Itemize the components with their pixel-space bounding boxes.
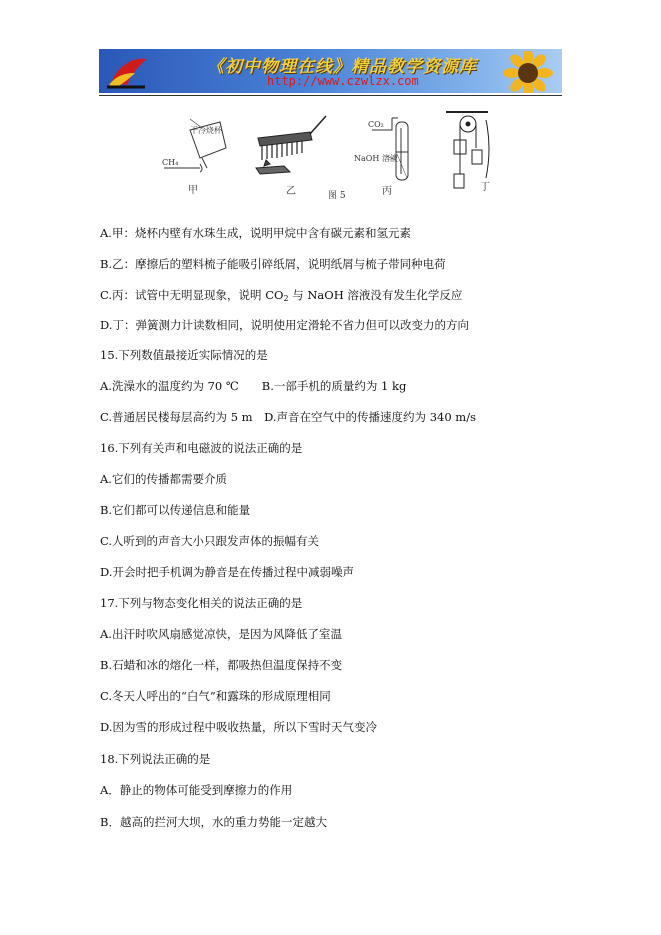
question-18-option-a: A．静止的物体可能受到摩擦力的作用: [100, 783, 293, 797]
figure-caption: 图 5: [328, 191, 346, 201]
question-18: 18.下列说法正确的是: [100, 752, 211, 766]
figure-label-beaker: 干冷烧杯: [190, 126, 222, 135]
figure-label-co2: CO₂: [368, 120, 384, 129]
question-16-option-c: C.人听到的声音大小只跟发声体的振幅有关: [100, 534, 320, 548]
question-17-option-c: C.冬天人呼出的“白气”和露珠的形成原理相同: [100, 689, 331, 703]
question-16-option-b: B.它们都可以传递信息和能量: [100, 503, 251, 517]
figure-label-jia: 甲: [188, 185, 198, 196]
question-17-option-a: A.出汗时吹风扇感觉凉快，是因为风降低了室温: [100, 627, 342, 641]
question-18-option-b: B．越高的拦河大坝，水的重力势能一定越大: [100, 815, 327, 829]
question-17: 17.下列与物态变化相关的说法正确的是: [100, 596, 303, 610]
pulley-experiment-icon: [446, 112, 489, 188]
figure-label-yi: 乙: [286, 186, 296, 197]
option-d-ding: D.丁：弹簧测力计读数相同，说明使用定滑轮不省力但可以改变力的方向: [100, 318, 469, 332]
sunflower-icon: [488, 51, 560, 93]
figure-label-naoh: NaOH 溶液: [354, 154, 398, 163]
option-b-yi: B.乙：摩擦后的塑料梳子能吸引碎纸屑，说明纸屑与梳子带同种电荷: [100, 257, 446, 271]
header-rule: [99, 95, 562, 96]
option-c-pre: C.丙：试管中无明显现象，说明 CO: [100, 288, 284, 302]
figure-label-ding: 丁: [480, 182, 490, 193]
banner-title: 《初中物理在线》精品教学资源库: [207, 57, 477, 77]
figure-5: [150, 108, 510, 203]
comb-experiment-icon: [256, 116, 326, 174]
header-banner: [99, 49, 562, 93]
question-16-option-d: D.开会时把手机调为静音是在传播过程中减弱噪声: [100, 565, 354, 579]
question-17-option-b: B.石蜡和冰的熔化一样，都吸热但温度保持不变: [100, 658, 343, 672]
question-16: 16.下列有关声和电磁波的说法正确的是: [100, 441, 303, 455]
site-logo-icon: [105, 53, 151, 89]
question-16-option-a: A.它们的传播都需要介质: [100, 472, 227, 486]
option-c-sub: 2: [283, 294, 289, 303]
banner-url[interactable]: http://www.czwlzx.com: [267, 74, 419, 88]
option-a-jia: A.甲：烧杯内壁有水珠生成，说明甲烷中含有碳元素和氢元素: [100, 226, 411, 240]
figure-label-bing: 丙: [382, 186, 392, 197]
figure-label-ch4: CH₄: [162, 158, 179, 167]
question-17-option-d: D.因为雪的形成过程中吸收热量，所以下雪时天气变冷: [100, 720, 377, 734]
question-15: 15.下列数值最接近实际情况的是: [100, 348, 268, 362]
question-15-options-ab: A.洗澡水的温度约为 70 ℃ B.一部手机的质量约为 1 kg: [100, 379, 407, 393]
option-c-bing: [100, 288, 462, 302]
option-c-post: 与 NaOH 溶液没有发生化学反应: [288, 288, 463, 302]
question-15-options-cd: C.普通居民楼每层高约为 5 m D.声音在空气中的传播速度约为 340 m/s: [100, 410, 476, 424]
